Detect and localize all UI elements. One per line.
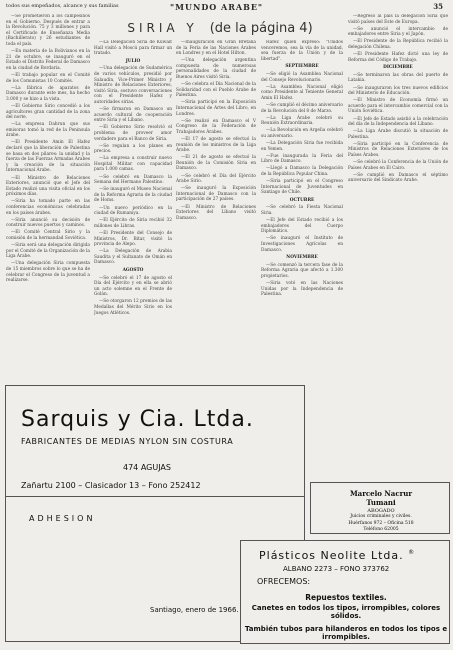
paragraph: —Una delegación Siria compuesta de 15 miembros sobre lo que se ha de celebrar el Congreso de la juventud a realizarse.: [6, 261, 90, 284]
paragraph: —Se inauguró el Instituto de Investigaciones Agrícolas en Damasco.: [261, 236, 343, 253]
paragraph: —Se terminaron las obras del puerto de Latakia.: [348, 72, 448, 84]
column-2: [94, 40, 172, 382]
paragraph: —Se celebra el Día Nacional de la Solidaridad con el Pueblo Árabe de Palestina.: [176, 82, 256, 99]
paragraph: —El Comité Central Sirio y la comisión de la hermandad Soviética.: [6, 230, 90, 241]
paragraph: —Una delegación argentina compuesta de numerosas personalidades de la ciudad de Buenos Aires visitó Siria.: [176, 58, 256, 81]
paragraph: —El Presidente del Consejo de Ministros, Dr. Bitar, visitó la provincia de Alepo.: [94, 230, 172, 248]
paragraph: —Siria ha tomado parte en las conferencias económicas celebradas en los países árabes.: [6, 199, 90, 216]
lawyer-title: ABOGADO: [367, 508, 395, 514]
ad-plasticos: [240, 540, 450, 644]
paragraph: —La Delegación Siria fue recibida en Yemen.: [261, 141, 343, 152]
paragraph: —Siria será una delegación dirigida por el Comité de la Organización de la Liga Árabe.: [6, 243, 90, 260]
lawyer-surname: Tumani: [366, 498, 396, 507]
registered-icon: ®: [408, 549, 416, 556]
banner-continuation: (de la página 4): [209, 20, 313, 36]
paragraph: —El Gobierno Sirio concedió a los agricultores gran cantidad de la zona del norte.: [6, 103, 90, 121]
paragraph: —El Gobierno Sirio resolvió el problema de proveer amor verdadero para el Banco de Siria.: [94, 125, 172, 142]
paragraph: —Un nuevo periódico en la ciudad de Rumaniya.: [94, 205, 172, 217]
magazine-title: "MUNDO ARABE": [170, 2, 264, 12]
plasticos-address: ALBANO 2273 – FONO 373762: [283, 565, 390, 573]
paragraph: —Se celebró la Fiesta Nacional Siria.: [261, 205, 343, 217]
paragraph: —Se inauguró el Museo Nacional de la Reforma Agraria de la ciudad de Homs.: [94, 187, 172, 204]
ad-divider: [5, 496, 305, 497]
adhesion-label: ADHESION: [29, 514, 96, 523]
month-heading: NOVIEMBRE: [286, 255, 318, 261]
paragraph: —La Delegación Siria de Kuwait Hall visitó a Moscú para firmar un tratado.: [94, 40, 172, 57]
paragraph: —Se prometieron a los campesinos en el Gobierno. Después de entrar a la Revolución. 75 y 3 millones y para el Certificado de Enseñanza Media (Bachillerato) y 26 estudiantes de toda el país.: [6, 14, 90, 47]
month-heading: DICIEMBRE: [383, 65, 413, 71]
plasticos-line-1: Repuestos textiles.: [305, 593, 387, 602]
paragraph: Hafez quien expresó: "Unidos venceremos, sea la vía de la unidad, sea fuerza de la Unión y de la libertad".: [261, 40, 343, 62]
lawyer-specialty: Juicios criminales y civiles.: [350, 514, 412, 519]
paragraph: —En materia de la Bolivianos en la 21 de octubre, se inauguró en el Estado el Distrito Federal de Damasco en la ciudad de Bordaria.: [6, 49, 90, 71]
lawyer-address: Huérfanos 972 – Oficina 518: [348, 521, 414, 526]
paragraph: —Se realizó en Damasco el V Congreso de la Federación de Trabajadores Árabes.: [176, 118, 256, 135]
paragraph: —Se comenzó la tercera fase de la Reforma Agraria que afectó a 1.300 propietarios.: [261, 262, 343, 279]
company-subtitle: FABRICANTES DE MEDIAS NYLON SIN COSTURA: [21, 437, 234, 446]
plasticos-offer: OFRECEMOS:: [257, 577, 311, 586]
plasticos-line-3: También tubos para hilanderos en todos los tipos e irrompibles.: [244, 625, 448, 641]
company-address: Zañartu 2100 – Clasicador 13 – Fono 252412: [21, 481, 201, 490]
paragraph: —La empresa a construir nuevo Hospital Militar con capacidad para 1.000 camas.: [94, 156, 172, 173]
month-heading: SEPTIEMBRE: [285, 64, 319, 70]
month-heading: JULIO: [125, 58, 141, 64]
paragraph: —Siria participó en el Congreso Internacional de Juventudes en Santiago de Chile.: [261, 179, 343, 196]
paragraph: —Se regulan a los planes en precios.: [94, 143, 172, 155]
column-3: [176, 40, 256, 382]
paragraph: —El Presidente Amin El Hafez declaró que la liberación de Palestina se basa en dos pilares: la unidad y la fuerza de las Fuerzas Armadas Árabes y la creación de la situación Internacional Árabe.: [6, 140, 90, 174]
paragraph: —Fue inaugurada la Feria del Libro de Damasco.: [261, 153, 343, 165]
paragraph: —El Presidente Hafez dictó una ley de Reforma del Código de Trabajo.: [348, 52, 448, 63]
paragraph: —Se eligió la Asamblea Nacional del Consejo Revolucionario.: [261, 71, 343, 83]
paragraph: —La Liga Árabe discutió la situación de Palestina.: [348, 129, 448, 140]
paragraph: —Una delegación de Sudamérica de varios vehículos, presidió por Salaudin, Vice-Primer Ministro y Ministro de Relaciones Exteriores, visitó Siria, sostuvo conversaciones con el Presidente Hafez y autoridades sirias.: [94, 66, 172, 105]
paragraph: —Se celebró el Día del Ejército Árabe Sirio.: [176, 173, 256, 185]
column-1: [6, 14, 90, 382]
column-5: [348, 14, 448, 478]
banner-title: SIRIA Y: [127, 21, 198, 35]
paragraph: —Siria votó en las Naciones Unidas por la Independencia de Palestina.: [261, 281, 343, 298]
paragraph: —Se cumplió el décimo aniversario de la Revolución del 8 de Marzo.: [261, 102, 343, 114]
header-snippet: todos sus empeñados, alcance y sus familias: [6, 3, 119, 9]
paragraph: —Siria participó en la Exposición Internacional de Artes del Libro, en Londres.: [176, 100, 256, 117]
paragraph: —El Ministro de Relaciones Exteriores, anunció que el Jefe del Estado realizó una visita oficial en los próximos días.: [6, 175, 90, 198]
agujas-label: 474 AGUJAS: [123, 463, 171, 472]
company-name: Sarquis y Cia. Ltda.: [21, 407, 254, 432]
paragraph: —Inauguración en Gran Bretaña de la Feria de las Naciones Árabes en Londres y en el Hotel Hilton.: [176, 40, 256, 57]
paragraph: —Se inauguraron los tres nuevos edificios del Ministerio de Educación.: [348, 85, 448, 97]
paragraph: —El Ministro de Economía firmó un acuerdo para el intercambio comercial con la Unión Soviética.: [348, 98, 448, 115]
paragraph: —Se otorgaron 12 premios de las Medallas del Mérito Sirio en los Juegos Atléticos.: [94, 299, 172, 316]
plasticos-name-text: Plásticos Neolite Ltda.: [259, 549, 404, 562]
lawyer-name: Marcelo Nacrur: [349, 489, 413, 498]
plasticos-name: [259, 549, 415, 562]
paragraph: —Se celebró en Damasco la Semana del Hermano Palestino.: [94, 174, 172, 186]
plasticos-line-2: Canetes en todos los tipos, irrompibles, colores sólidos.: [251, 604, 441, 620]
paragraph: —La Asamblea Nacional eligió como Presidente al Teniente General Amin El Hafez.: [261, 84, 343, 101]
paragraph: —La Delegación de Arabia Saudita y el Sultanato de Omán en Damasco.: [94, 249, 172, 266]
ad-date: Santiago, enero de 1966.: [150, 606, 239, 614]
paragraph: —Regresó al país la delegación Siria que visitó países del Este de Europa.: [348, 14, 448, 25]
paragraph: —Se celebró el 17 de agosto el Día del Ejército y en ella se abrió un acto solemne en el Frente de Golán.: [94, 275, 172, 298]
month-heading: OCTUBRE: [289, 197, 315, 203]
paragraph: —El Jefe de Estado asistió a la celebración del día de la Independencia del Líbano.: [348, 116, 448, 128]
paragraph: —Se celebró la Conferencia de la Unión de Países Árabes en El Cairo.: [348, 160, 448, 171]
paragraph: —Se cumplió en Damasco el séptimo aniversario del Sindicato Árabe.: [348, 172, 448, 184]
paragraph: —El Jefe del Estado recibió a los embajadores del Cuerpo Diplomático.: [261, 218, 343, 235]
paragraph: —El trabajo popular en el Comité de los Comunistas 10 Comités.: [6, 72, 90, 84]
article-banner: [105, 17, 335, 39]
paragraph: —Siria anunció su decisión de construir nuevos puertos y caminos.: [6, 217, 90, 229]
paragraph: —El 17 de agosto se efectuó la reunión de los ministros de la Liga Árabe.: [176, 137, 256, 154]
paragraph: —La empresa Dahrun que sus emisoras tomó la red de la Peninsula árabe.: [6, 122, 90, 139]
paragraph: —Se inauguró la Exposición Internacional de Damasco con la participación de 27 países.: [176, 186, 256, 203]
page-number: 35: [433, 2, 443, 11]
paragraph: —El 21 de agosto se efectuó la Reunión de la Comisión Siria en Damasco.: [176, 155, 256, 172]
paragraph: —La Revolución en Argelia celebró su aniversario.: [261, 128, 343, 139]
paragraph: —El Ministro de Relaciones Exteriores del Líbano visitó Damasco.: [176, 204, 256, 221]
month-heading: AGOSTO: [122, 267, 144, 273]
paragraph: —Llegó a Damasco la Delegación de la República Popular China.: [261, 166, 343, 177]
paragraph: —El Presidente de la República recibió la delegación Chilena.: [348, 39, 448, 50]
paragraph: —Siria participó en la Conferencia de Ministros de Relaciones Exteriores de los Países Árabes.: [348, 141, 448, 159]
paragraph: —La fábrica de aparatos de Damasco durante este mes, ha hecho 3.000 y se hizo a la vista.: [6, 85, 90, 102]
lawyer-phone: Teléfono 62005: [363, 527, 399, 532]
paragraph: —El Ejército de Siria recibió 32 millones de Libras.: [94, 218, 172, 229]
paragraph: —Se firmaron en Damasco un acuerdo cultural de cooperación entre Siria y el Líbano.: [94, 107, 172, 124]
paragraph: —Se anunció el intercambio de embajadores entre Siria y el Japón.: [348, 26, 448, 38]
paragraph: —La Liga Árabe celebró su Reunión Extraordinaria.: [261, 115, 343, 127]
ad-lawyer: [310, 482, 450, 534]
